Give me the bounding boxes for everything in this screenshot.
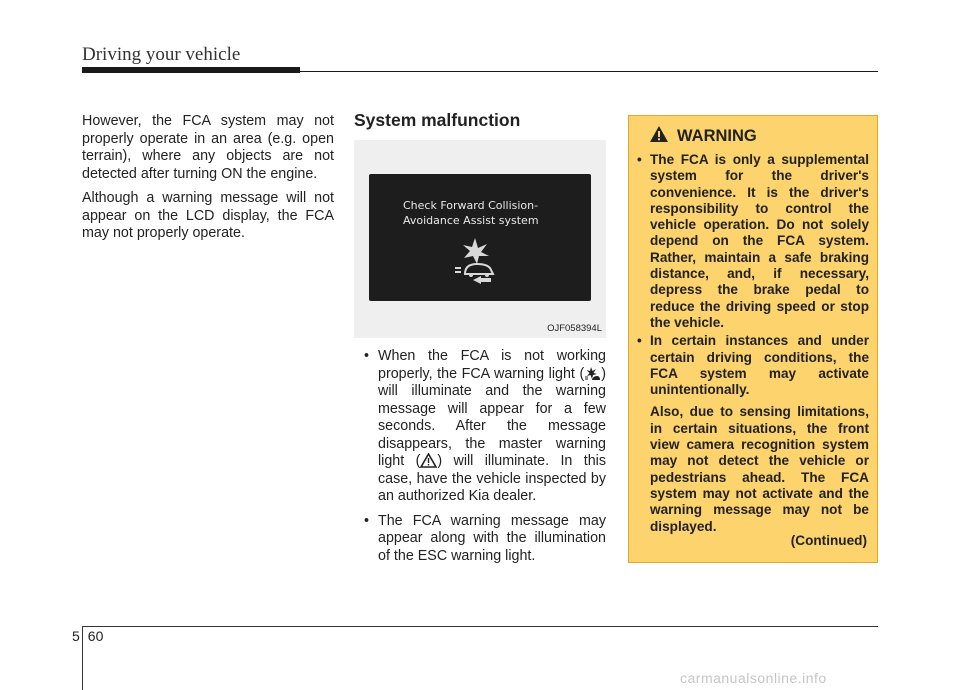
- warning-item-1-text: The FCA is only a supplemental system for the driver's convenience. It is the driver's responsibility to control the vehicle operation. Do not solely depend on the FCA system. Rather, maintain a safe braking distance, and, if necessary, depress the brake pedal to reduce the driving speed or stop the vehicle.: [650, 152, 869, 330]
- warning-triangle-icon: [649, 125, 669, 148]
- header-thick-rule: [82, 67, 300, 73]
- bullet-dot: •: [637, 333, 642, 349]
- lcd-message-line-2: Avoidance Assist system: [403, 214, 539, 227]
- section-title: System malfunction: [354, 110, 521, 130]
- left-paragraph-1: However, the FCA system may not properly operate in an area (e.g. open terrain), where any objects are not detected after turning ON the engine.: [82, 113, 334, 182]
- bullet-dot: •: [637, 152, 642, 167]
- warning-item-2-continuation: Also, due to sensing limitations, in certain situations, the front view camera recognition system may not detect the vehicle or pedestrians ahead. The FCA system may not activate and the warning message may not be displayed.: [650, 404, 869, 534]
- warning-item-2-text: In certain instances and under certain driving conditions, the FCA system may activate unintentionally.: [650, 333, 869, 398]
- warning-body: [637, 152, 869, 535]
- master-warning-triangle-icon: [420, 453, 437, 467]
- lcd-display: [369, 174, 591, 301]
- bullet-esc-warning: [354, 513, 606, 566]
- watermark: carmanualsonline.info: [680, 670, 827, 686]
- lcd-message: [403, 198, 583, 228]
- page-header-title: Driving your vehicle: [82, 44, 241, 65]
- left-column: [82, 113, 334, 250]
- bullet1-text-part2: ) will illuminate and the warning message will appear for a few seconds. After the message disappears, the master warning light (: [378, 365, 606, 469]
- bullet1-text-part1: When the FCA is not working properly, the FCA warning light (: [378, 348, 606, 382]
- lcd-figure: [354, 140, 606, 338]
- fca-collision-icon: [451, 236, 507, 291]
- bullet1-text-part3: ) will illuminate. In this case, have the vehicle inspected by an authorized Kia dealer.: [378, 453, 606, 504]
- page-number-value: 60: [87, 628, 104, 644]
- page-number: [72, 628, 112, 644]
- bullet-fca-not-working: [354, 348, 606, 506]
- section-number: 5: [72, 628, 80, 644]
- bullet2-text: The FCA warning message may appear along with the illumination of the ESC warning light.: [378, 512, 606, 564]
- footer-rule: [82, 626, 878, 627]
- warning-title: WARNING: [677, 127, 757, 145]
- header-thin-rule: [300, 71, 878, 72]
- bullet-dot: •: [364, 512, 370, 529]
- figure-code: OJF058394L: [547, 323, 602, 334]
- warning-box: [628, 115, 878, 563]
- malfunction-bullets: [354, 348, 606, 572]
- lcd-message-line-1: Check Forward Collision-: [403, 199, 539, 212]
- warning-item-1: [637, 152, 869, 331]
- bullet-dot: •: [364, 348, 370, 364]
- warning-header: [649, 125, 757, 148]
- continued-label: (Continued): [790, 533, 867, 548]
- warning-item-2: [637, 333, 869, 398]
- left-paragraph-2: Although a warning message will not appear on the LCD display, the FCA may not properly operate.: [82, 190, 334, 241]
- fca-warning-light-icon: [584, 367, 601, 381]
